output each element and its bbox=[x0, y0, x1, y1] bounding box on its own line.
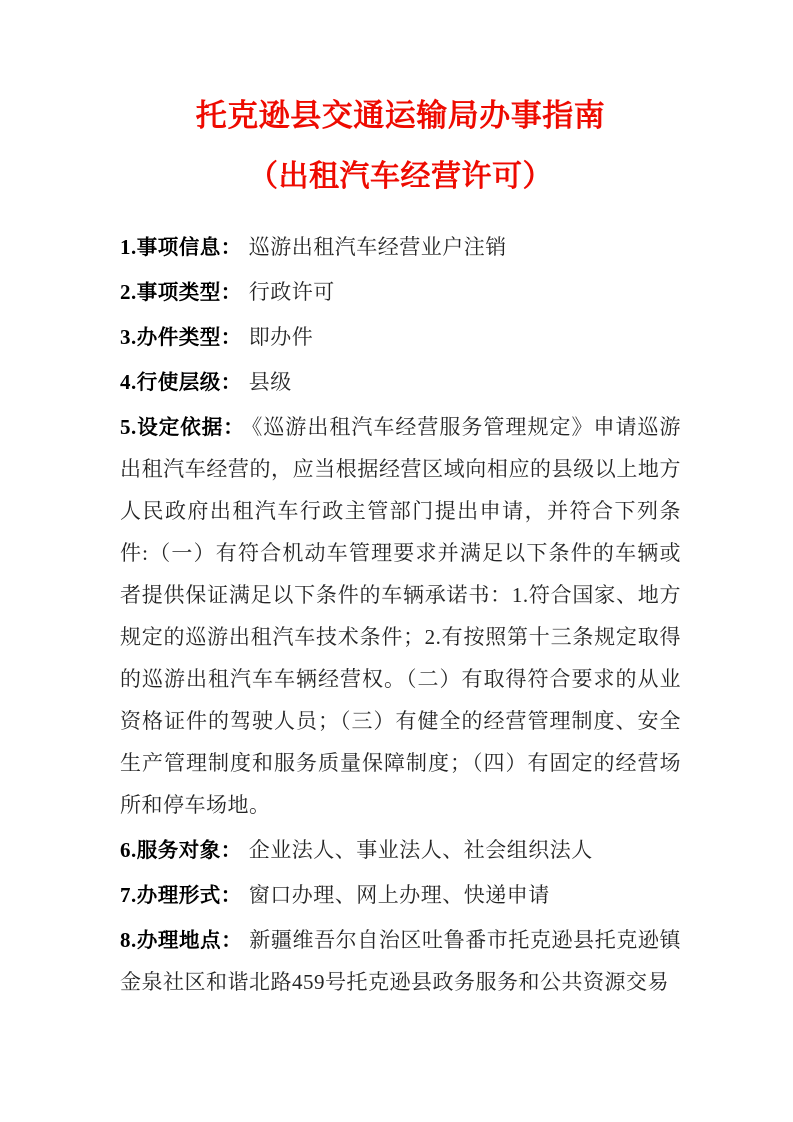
item-value: 巡游出租汽车经营业户注销 bbox=[248, 235, 507, 259]
item-number: 7. bbox=[120, 883, 137, 907]
item-label: 办件类型： bbox=[136, 325, 242, 349]
item-number: 3. bbox=[120, 325, 137, 349]
item-number: 1. bbox=[120, 235, 137, 259]
item-2-matter-type bbox=[120, 271, 681, 313]
item-5-legal-basis bbox=[120, 406, 681, 826]
item-number: 8. bbox=[120, 928, 137, 952]
item-value: 即办件 bbox=[248, 325, 314, 349]
item-label: 办理形式： bbox=[136, 883, 242, 907]
item-3-handling-type bbox=[120, 316, 681, 358]
item-1-matter-info bbox=[120, 226, 681, 268]
item-value: 企业法人、事业法人、社会组织法人 bbox=[248, 838, 593, 862]
document-title: 托克逊县交通运输局办事指南 bbox=[195, 98, 606, 133]
item-number: 6. bbox=[120, 838, 137, 862]
item-value: 窗口办理、网上办理、快递申请 bbox=[248, 883, 550, 907]
item-label: 办理地点： bbox=[136, 928, 243, 952]
item-8-handling-location bbox=[120, 919, 681, 1003]
item-value: 行政许可 bbox=[248, 280, 335, 304]
item-7-handling-form bbox=[120, 874, 681, 916]
item-number: 4. bbox=[120, 370, 137, 394]
item-label: 事项信息： bbox=[136, 235, 242, 259]
item-label: 设定依据： bbox=[136, 415, 245, 439]
item-list bbox=[120, 226, 681, 1003]
document-subtitle: （出租汽车经营许可） bbox=[248, 160, 553, 193]
item-value: 《巡游出租汽车经营服务管理规定》申请巡游出租汽车经营的，应当根据经营区域向相应的县级以上地方人民政府出租汽车行政主管部门提出申请，并符合下列条件:（一）有符合机动车管理要求并满足以下条件的车辆或者提供保证满足以下条件的车辆承诺书：1.符合国家、地方规定的巡游出租汽车技术条件；2.有按照第十三条规定取得的巡游出租汽车车辆经营权。（二）有取得符合要求的从业资格证件的驾驶人员；（三）有健全的经营管理制度、安全生产管理制度和服务质量保障制度；（四）有固定的经营场所和停车场地。 bbox=[120, 415, 682, 817]
item-value: 新疆维吾尔自治区吐鲁番市托克逊县托克逊镇金泉社区和谐北路459号托克逊县政务服务和公共资源交易 bbox=[120, 928, 682, 994]
item-label: 服务对象： bbox=[136, 838, 242, 862]
item-value: 县级 bbox=[248, 370, 292, 394]
item-number: 2. bbox=[120, 280, 137, 304]
item-label: 行使层级： bbox=[136, 370, 242, 394]
item-6-service-target bbox=[120, 829, 681, 871]
item-number: 5. bbox=[120, 415, 137, 439]
item-label: 事项类型： bbox=[136, 280, 242, 304]
item-4-exercise-level bbox=[120, 361, 681, 403]
